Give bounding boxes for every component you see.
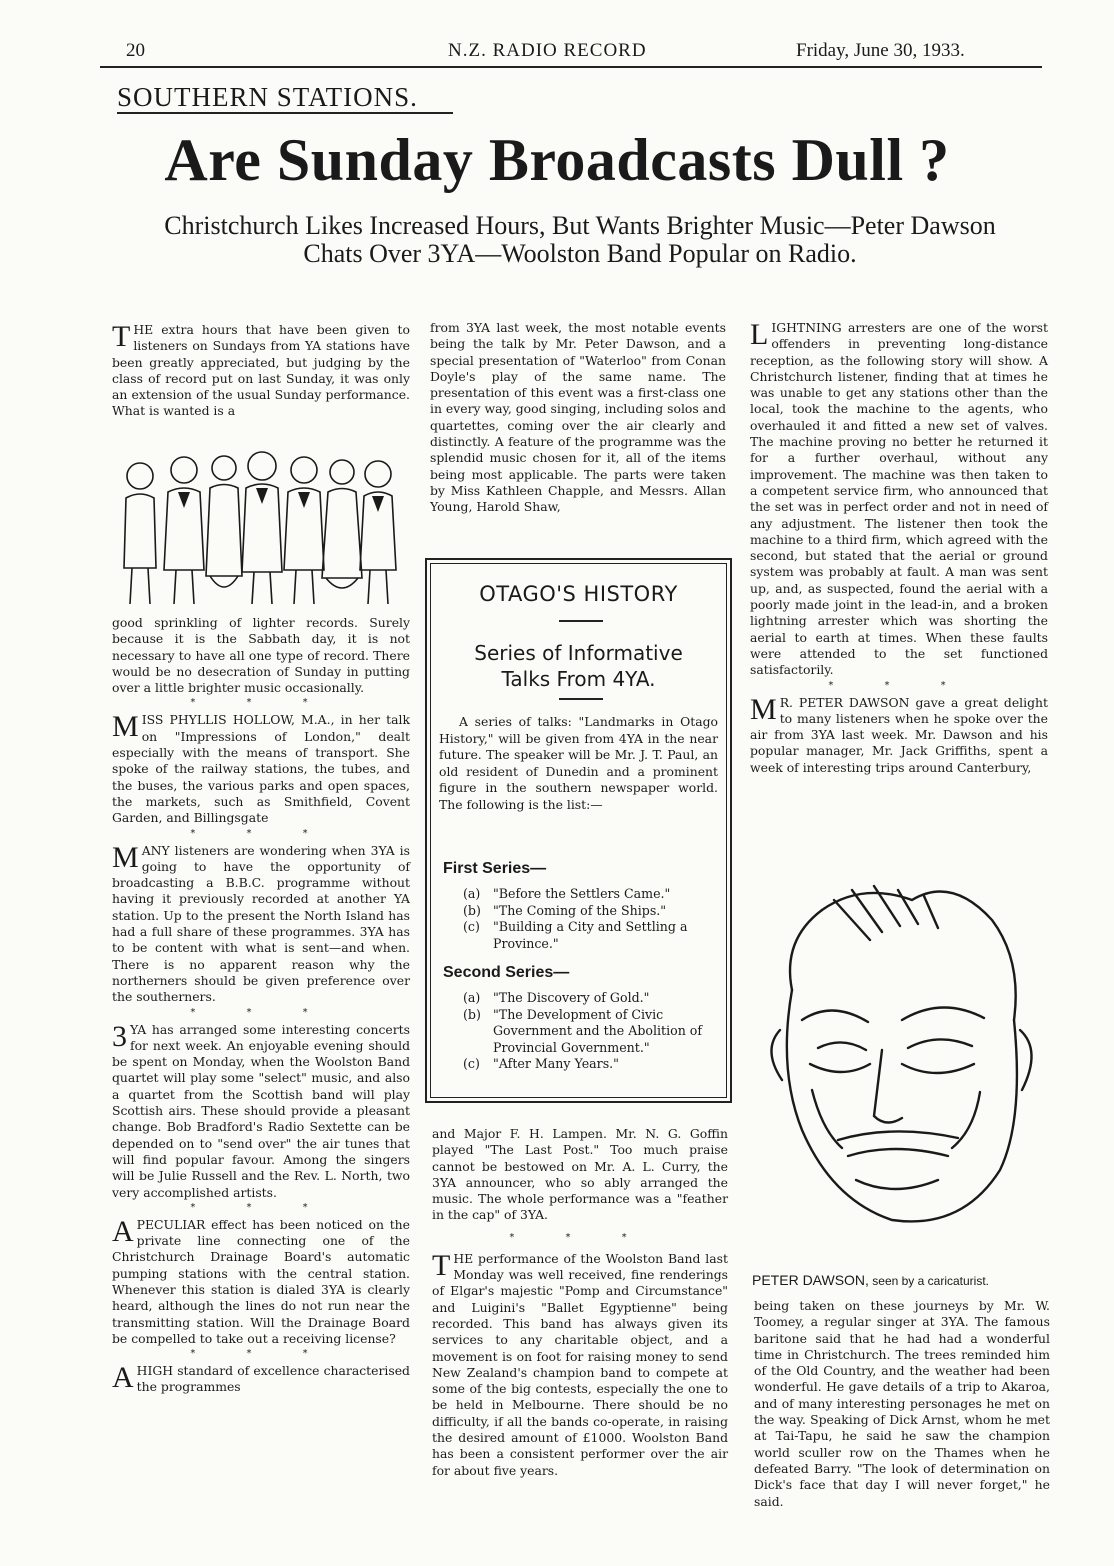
list-item: (c) "Building a City and Settling a Province.": [463, 919, 688, 951]
box-subtitle-line: Series of Informative: [474, 641, 683, 665]
section-separator: * * *: [190, 1006, 332, 1018]
paragraph-text: HE extra hours that have been given to listeners on Sundays from YA stations have been greatly appreciated, but judging by the class of record put on last Sunday, it was only an extension of the usual Sunday performance. What is wanted is a: [112, 322, 410, 419]
list-item: (b) "The Coming of the Ships.": [463, 902, 667, 918]
section-separator: * * *: [190, 827, 332, 839]
paragraph-text: being taken on these journeys by Mr. W. Toomey, a regular singer at 3YA. The famous baritone said that he had had a wonderful time in Christchurch. The trees reminded him of the Old Country, and the weather had been wonderful. He gave details of a trip to Akaroa, and of many interesting personages he met on the way. Speaking of Dick Arnst, whom he met at Tai-Tapu, he said he saw the champion world sculler row on the Thames when he defeated Barry. "The look of determination on Dick's face that day I will never forget," he said.: [754, 1298, 1050, 1509]
subheadline: Christchurch Likes Increased Hours, But Wants Brighter Music—Peter Dawson Chats Over 3YA—Woolston Band Popular on Radio.: [164, 211, 996, 268]
list-item: (a) "Before the Settlers Came.": [463, 886, 671, 901]
paragraph-text: good sprinkling of lighter records. Surely because it is the Sabbath day, it is not necessary to have all one type of record. There would be no desecration of Sunday in putting over a little brighter music occasionally.: [112, 615, 410, 696]
drop-cap: A: [112, 1214, 134, 1248]
column-3-top: [750, 320, 1048, 776]
article-high-standard: [112, 1363, 410, 1396]
caricature-caption: [752, 1272, 1052, 1288]
article-drainage-board: [112, 1214, 410, 1347]
paragraph-text: PECULIAR effect has been noticed on the private line connecting one of the Christchurch Drainage Board's automatic pumping stations with the central station. Whenever this station is dialed 3YA is clearly heard, although the lines do not run near the transmitting station. Will the Drainage Board be compelled to take out a receiving license?: [112, 1216, 410, 1346]
paragraph-text: HE performance of the Woolston Band last Monday was well received, fine renderings of Elgar's majestic "Pomp and Circumstance" and Luigini's "Ballet Egyptienne" being recorded. This band has always given its services to any charitable object, and a movement is on foot for raising money to send New Zealand's champion band to compete at some of the big contests, especially the one to be held in Melbourne. There should be no difficulty, if all the bands co-operate, in raising the desired amount of £1000. Woolston Band has been a consistent performer over the air for about five years.: [432, 1250, 728, 1478]
paragraph-text: R. PETER DAWSON gave a great delight to many listeners when he spoke over the air from 3YA last week. Mr. Dawson and his popular manager, Mr. Jack Griffiths, spent a week of interesting trips around Canterbury,: [750, 694, 1048, 775]
column-1-body: [112, 615, 410, 1396]
drop-cap: L: [750, 318, 769, 351]
box-subtitle: [431, 640, 726, 692]
drop-cap: M: [750, 692, 777, 726]
section-separator: * * *: [828, 679, 970, 691]
drop-cap: T: [112, 320, 131, 353]
list-item: (a) "The Discovery of Gold.": [463, 990, 650, 1005]
section-title-underline: [117, 112, 453, 114]
second-series-heading: Second Series—: [443, 964, 570, 981]
box-title: OTAGO'S HISTORY: [479, 582, 678, 606]
article-3ya-concerts: [112, 1019, 410, 1201]
paragraph-text: from 3YA last week, the most notable events being the talk by Mr. Peter Dawson, and a special presentation of "Waterloo" from Conan Doyle's play of the same name. The presentation of this event was a first-class one in every way, good singing, including solos and quartettes, coming over the air clearly and distinctly. A feature of the programme was the splendid music chosen for it, all of the items being most applicable. The parts were taken by Miss Kathleen Chapple, and Messrs. Allan Young, Harold Shaw,: [430, 320, 726, 515]
list-item: (b) "The Development of Civic Government and the Abolition of Provincial Government.": [463, 1006, 703, 1055]
box-rule: [559, 620, 603, 622]
box-subtitle-line: Talks From 4YA.: [501, 667, 656, 691]
paragraph-text: and Major F. H. Lampen. Mr. N. G. Goffin played "The Last Post." Too much praise cannot be bestowed on Mr. A. L. Curry, the 3YA announcer, who so ably arranged the music. The whole performance was a "feather in the cap" of 3YA.: [432, 1126, 728, 1223]
drop-cap: M: [112, 710, 139, 744]
column-3-bottom: [754, 1298, 1050, 1510]
caption-name: PETER DAWSON,: [752, 1272, 869, 1288]
paragraph-text: ANY listeners are wondering when 3YA is going to have the opportunity of broadcasting a B.B.C. programme without having it previously recorded at another YA station. Up to the present the North Island has had a full share of these programmes. 3YA has to be content with what is sent—and when. There is no apparent reason why the northerners should be given preference over the southerners.: [112, 842, 410, 1005]
first-series-heading: First Series—: [443, 860, 547, 877]
section-separator: * * *: [509, 1231, 651, 1243]
section-separator: * * *: [190, 697, 332, 709]
drop-cap: A: [112, 1361, 134, 1395]
otago-history-box-inner: [430, 563, 727, 1098]
article-peter-dawson: [750, 692, 1048, 776]
singer-figure: [124, 463, 156, 604]
paragraph-text: IGHTNING arresters are one of the worst offenders in preventing long-distance reception, as the following story will show. A Christchurch listener, finding that at times he was unable to get any stations other than the local, took the machine to the agents, who overhauled it and fitted a new set of valves. The machine proving no better he returned it for a further overhaul, without any improvement. The machine was then taken to a competent service firm, who announced that the set was in perfect order and not in need of any adjustment. The listener then took the machine to a third firm, which agreed with the second, but stated that the aerial or ground system was probably at fault. A man was sent up, and, as suspected, found the aerial with a poorly made joint in the lead-in, and a broken lightning arrester which was shorting the aerial to earth at times. When these faults were attended to the set functioned satisfactorily.: [750, 320, 1048, 678]
box-intro: A series of talks: "Landmarks in Otago History," will be given from 4YA in the near future. The speaker will be Mr. J. T. Paul, an old resident of Dunedin and a prominent figure in the southern newspaper world. The following is the list:—: [439, 714, 718, 812]
drop-cap: 3: [112, 1019, 127, 1053]
issue-date: Friday, June 30, 1933.: [796, 40, 965, 61]
article-phyllis-hollow: [112, 712, 410, 826]
list-item: (c) "After Many Years.": [463, 1056, 619, 1072]
paragraph-text: YA has arranged some interesting concerts for next week. An enjoyable evening should be spent on Monday, when the Woolston Band quartet will play some "select" music, and also a quartet from the Scottish band will play Scottish airs. These should provide a pleasant change. Bob Bradford's Radio Sextette can be depended on to "send over" the air tunes that will find popular favour. Among the singers will be Julie Russell and the Rev. L. North, two very accomplished artists.: [112, 1021, 410, 1200]
singers-illustration: [112, 448, 410, 610]
paragraph-text: ISS PHYLLIS HOLLOW, M.A., in her talk on "Impressions of London," dealt especially with the means of transport. She spoke of the railway stations, the tubes, and the buses, the various parks and open spaces, the markets, such as Smithfield, Covent Garden, and Billingsgate: [112, 712, 410, 826]
column-2-top: [430, 320, 726, 516]
section-separator: * * *: [190, 1201, 332, 1213]
section-title: SOUTHERN STATIONS.: [117, 82, 418, 112]
column-2-bottom: [432, 1126, 728, 1479]
box-rule: [559, 698, 603, 700]
caption-text: seen by a caricaturist.: [868, 1274, 989, 1288]
first-series-list: [463, 886, 718, 952]
page-number: 20: [126, 40, 145, 61]
header-rule: [100, 66, 1042, 68]
masthead: N.Z. RADIO RECORD: [448, 40, 647, 61]
section-separator: * * *: [190, 1348, 332, 1360]
headline: Are Sunday Broadcasts Dull ?: [164, 127, 950, 193]
article-lightning-arresters: [750, 320, 1048, 679]
article-woolston-band: [432, 1248, 728, 1479]
second-series-list: [463, 990, 718, 1073]
drop-cap: T: [432, 1248, 451, 1282]
article-sunday-records: [112, 322, 410, 420]
article-bbc-programmes: [112, 840, 410, 1006]
peter-dawson-caricature: [752, 880, 1052, 1260]
paragraph-text: HIGH standard of excellence characterised the programmes: [136, 1363, 410, 1395]
otago-history-box: [425, 558, 732, 1103]
column-1-top: [112, 322, 410, 420]
drop-cap: M: [112, 840, 139, 874]
